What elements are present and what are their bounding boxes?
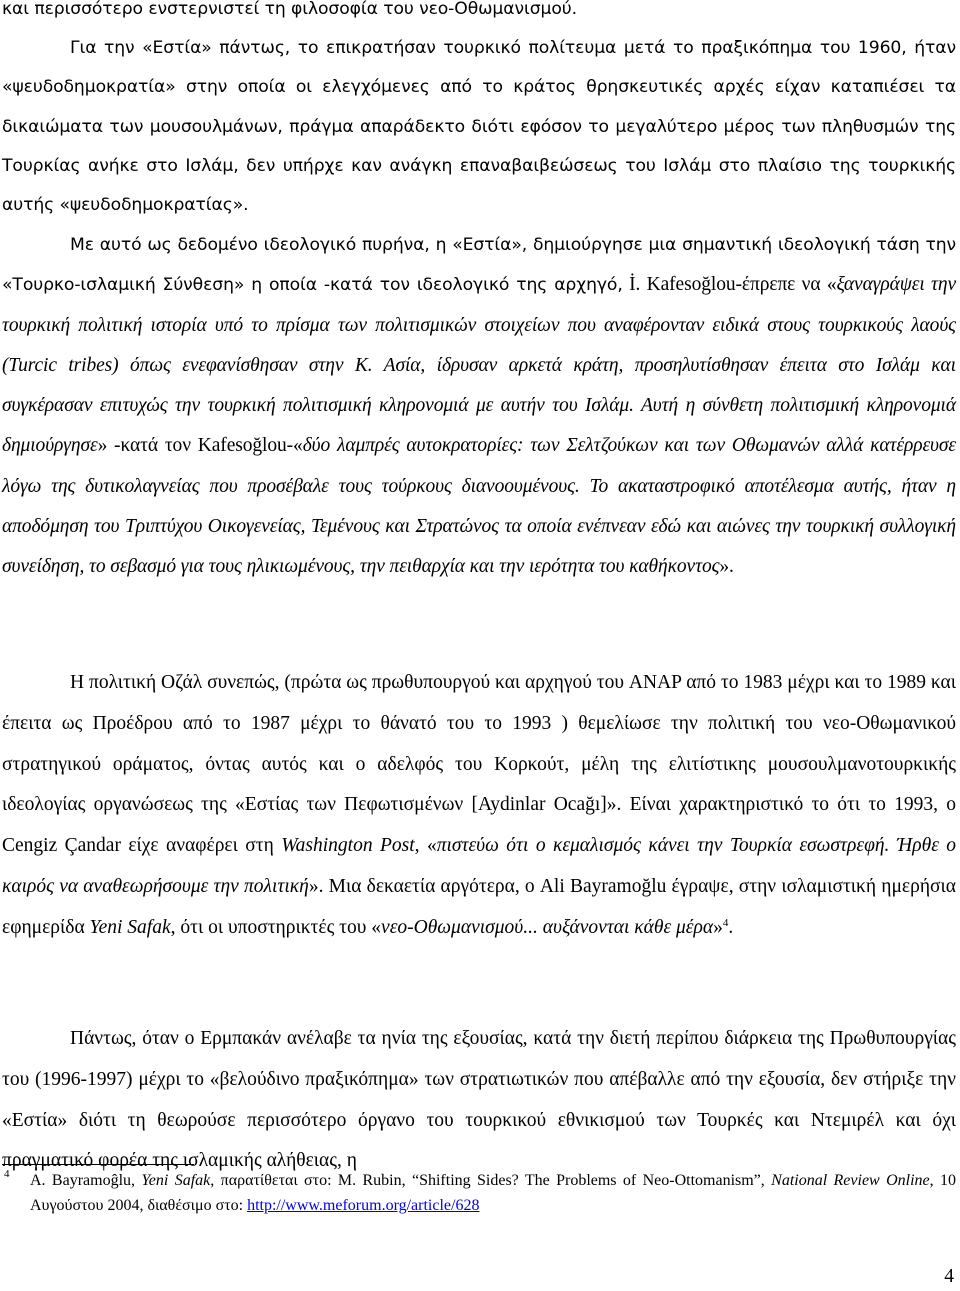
paragraph-continuation <box>2 0 956 29</box>
paragraph-turkish-islamic-synthesis <box>2 226 956 588</box>
footnote-separator <box>2 1164 194 1165</box>
text-run: ». <box>719 556 734 578</box>
footnote-text <box>30 1168 956 1218</box>
text-run: Η πολιτική Οζάλ συνεπώς, (πρώτα ως πρωθυπουργού και αρχηγού του ANAP από το 1983 μέχρι και το 1989 και έπειτα ως Προέδρου από το 1987 μέχρι το θάνατό του το 1993 ) θεμελίωσε την πολιτική του νεο-Οθωμανικού στρατηγικού οράματος, όντας αυτός και ο αδελφός του Κορκούτ, μέλη της ελιτίστικης μουσουλμανοτουρκικής ιδεολογίας οργανώσεως της «Εστίας των Πεφωτισμένων [Aydinlar Ocağı]». Είναι χαρακτηριστικό το ότι το 1993, ο Cengiz Çandar είχε αναφέρει στη <box>2 672 956 857</box>
publication-name: Washington Post <box>281 835 415 857</box>
text-run: , 10 Αυγούστου 2004, διαθέσιμο στο: <box>30 1172 957 1214</box>
quote-run: πιστεύω ότι ο κεμαλισμός κάνει την Τουρκία εσωστρεφή. Ήρθε ο καιρός να αναθεωρήσουμε την πολιτική <box>2 835 957 897</box>
text-run: , παρατίθεται στο: M. Rubin, “Shifting Sides? The Problems of Neo-Ottomanism”, <box>210 1172 772 1189</box>
publication-name: Yeni Safak <box>89 916 171 938</box>
text-run: , « <box>414 835 437 857</box>
text-run: , ότι οι υποστηρικτές του « <box>170 916 382 938</box>
paragraph-erbakan <box>2 1019 956 1182</box>
paragraph-text: Για την «Εστία» πάντως, το επικρατήσαν τουρκικό πολίτευμα μετά το πραξικόπημα του 1960, ήταν «ψευδοδημοκρατία» στην οποία οι ελεγχόμενες από το κράτος θρησκευτικές αρχές είχαν καταπιέσει τα δικαιώματα των μουσουλμάνων, πράγμα απαράδεκτο διότι εφόσον το μεγαλύτερο μέρος των πληθυσμών της Τουρκίας ανήκε στο Ισλάμ, δεν υπήρχε καν ανάγκη επαναβαιβεώσεως του Ισλάμ στο πλαίσιο της τουρκικής αυτής «ψευδοδημοκρατίας». <box>2 38 956 216</box>
text-run: ». Μια δεκαετία αργότερα, ο Ali Bayramoğlu έγραψε, στην ισλαμιστική ημερήσια εφημερίδα <box>2 875 957 938</box>
text-run: . <box>728 916 734 938</box>
quote-run: ξαναγράψει την τουρκική πολιτική ιστορία υπό το πρίσμα των πολιτισμικών στοιχείων που αναφέρονταν ειδικά στους τουρκικούς λαούς (Turcic tribes) όπως ενεφανίσθησαν στην Κ. Ασία, ίδρυσαν αρκετά κράτη, προσηλυτίσθησαν έπειτα στο Ισλάμ και συγκέρασαν επιτυχώς την τουρκική πολιτισμική κληρονομιά με αυτήν του Ισλάμ. Αυτή η σύνθετη πολιτισμική κληρονομιά δημιούργησε <box>2 274 956 457</box>
footnote-reference[interactable]: 4 <box>722 916 729 929</box>
paragraph-text: και περισσότερο ενστερνιστεί τη φιλοσοφία του νεο-Οθωμανισμού. <box>2 0 577 19</box>
paragraph-ozal-policy <box>2 663 956 949</box>
quote-run: νεο-Οθωμανισμού... αυξάνονται κάθε μέρα <box>381 916 714 938</box>
text-run: » <box>713 916 723 938</box>
quote-run: δύο λαμπρές αυτοκρατορίες: των Σελτζούκων και των Οθωμανών αλλά κατέρρευσε λόγω της δυτικολαγνείας που προσέβαλε τους τούρκους διανοουμένους. Το ακαταστροφικό αποτέλεσμα αυτής, ήταν η αποδόμηση του Τριπτύχου Οικογενείας, Τεμένους και Στρατώνος τα οποία ενέπνεαν εδώ και αιώνες την τουρκική συλλογική συνείδηση, το σεβασμό για τους ηλικιωμένους, την πειθαρχία και την ιερότητα του καθήκοντος <box>2 435 956 578</box>
text-run: İ. Kafesoğlou-έπρεπε να « <box>622 274 837 296</box>
text-run: Με αυτό ως δεδομένο ιδεολογικό πυρήνα, η «Εστία», δημιούργησε μια σημαντική ιδεολογική τάση την «Τουρκο-ισλαμική Σύνθεση» η οποία -κατά τον ιδεολογικό της αρχηγό, <box>2 235 956 296</box>
page-number: 4 <box>944 1266 954 1287</box>
publication-name: Yeni Safak <box>141 1172 211 1189</box>
publication-name: National Review Online <box>771 1172 930 1189</box>
paragraph-text: Πάντως, όταν ο Ερμπακάν ανέλαβε τα ηνία της εξουσίας, κατά την διετή περίπου διάρκεια της Πρωθυπουργίας του (1996-1997) μέχρι το «βελούδινο πραξικόπημα» των στρατιωτικών που απέβαλλε από την εξουσία, δεν στήριξε την «Εστία» διότι τη θεωρούσε περισσότερο όργανο του τουρκικού εθνικισμού των Τουρκές και Ντεμιρέλ και όχι πραγματικό φορέα της ισλαμικής αλήθειας, η <box>2 1028 956 1172</box>
text-run: A. Bayramoĝlu, <box>30 1172 142 1189</box>
footnote <box>2 1168 956 1218</box>
document-page <box>2 0 956 1291</box>
text-run: » -κατά τον Kafesoğlou-« <box>97 435 303 457</box>
footnote-link[interactable]: http://www.meforum.org/article/628 <box>247 1197 480 1214</box>
footnote-number: 4 <box>4 1168 10 1180</box>
paragraph-estia-pseudodemocracy <box>2 29 956 225</box>
